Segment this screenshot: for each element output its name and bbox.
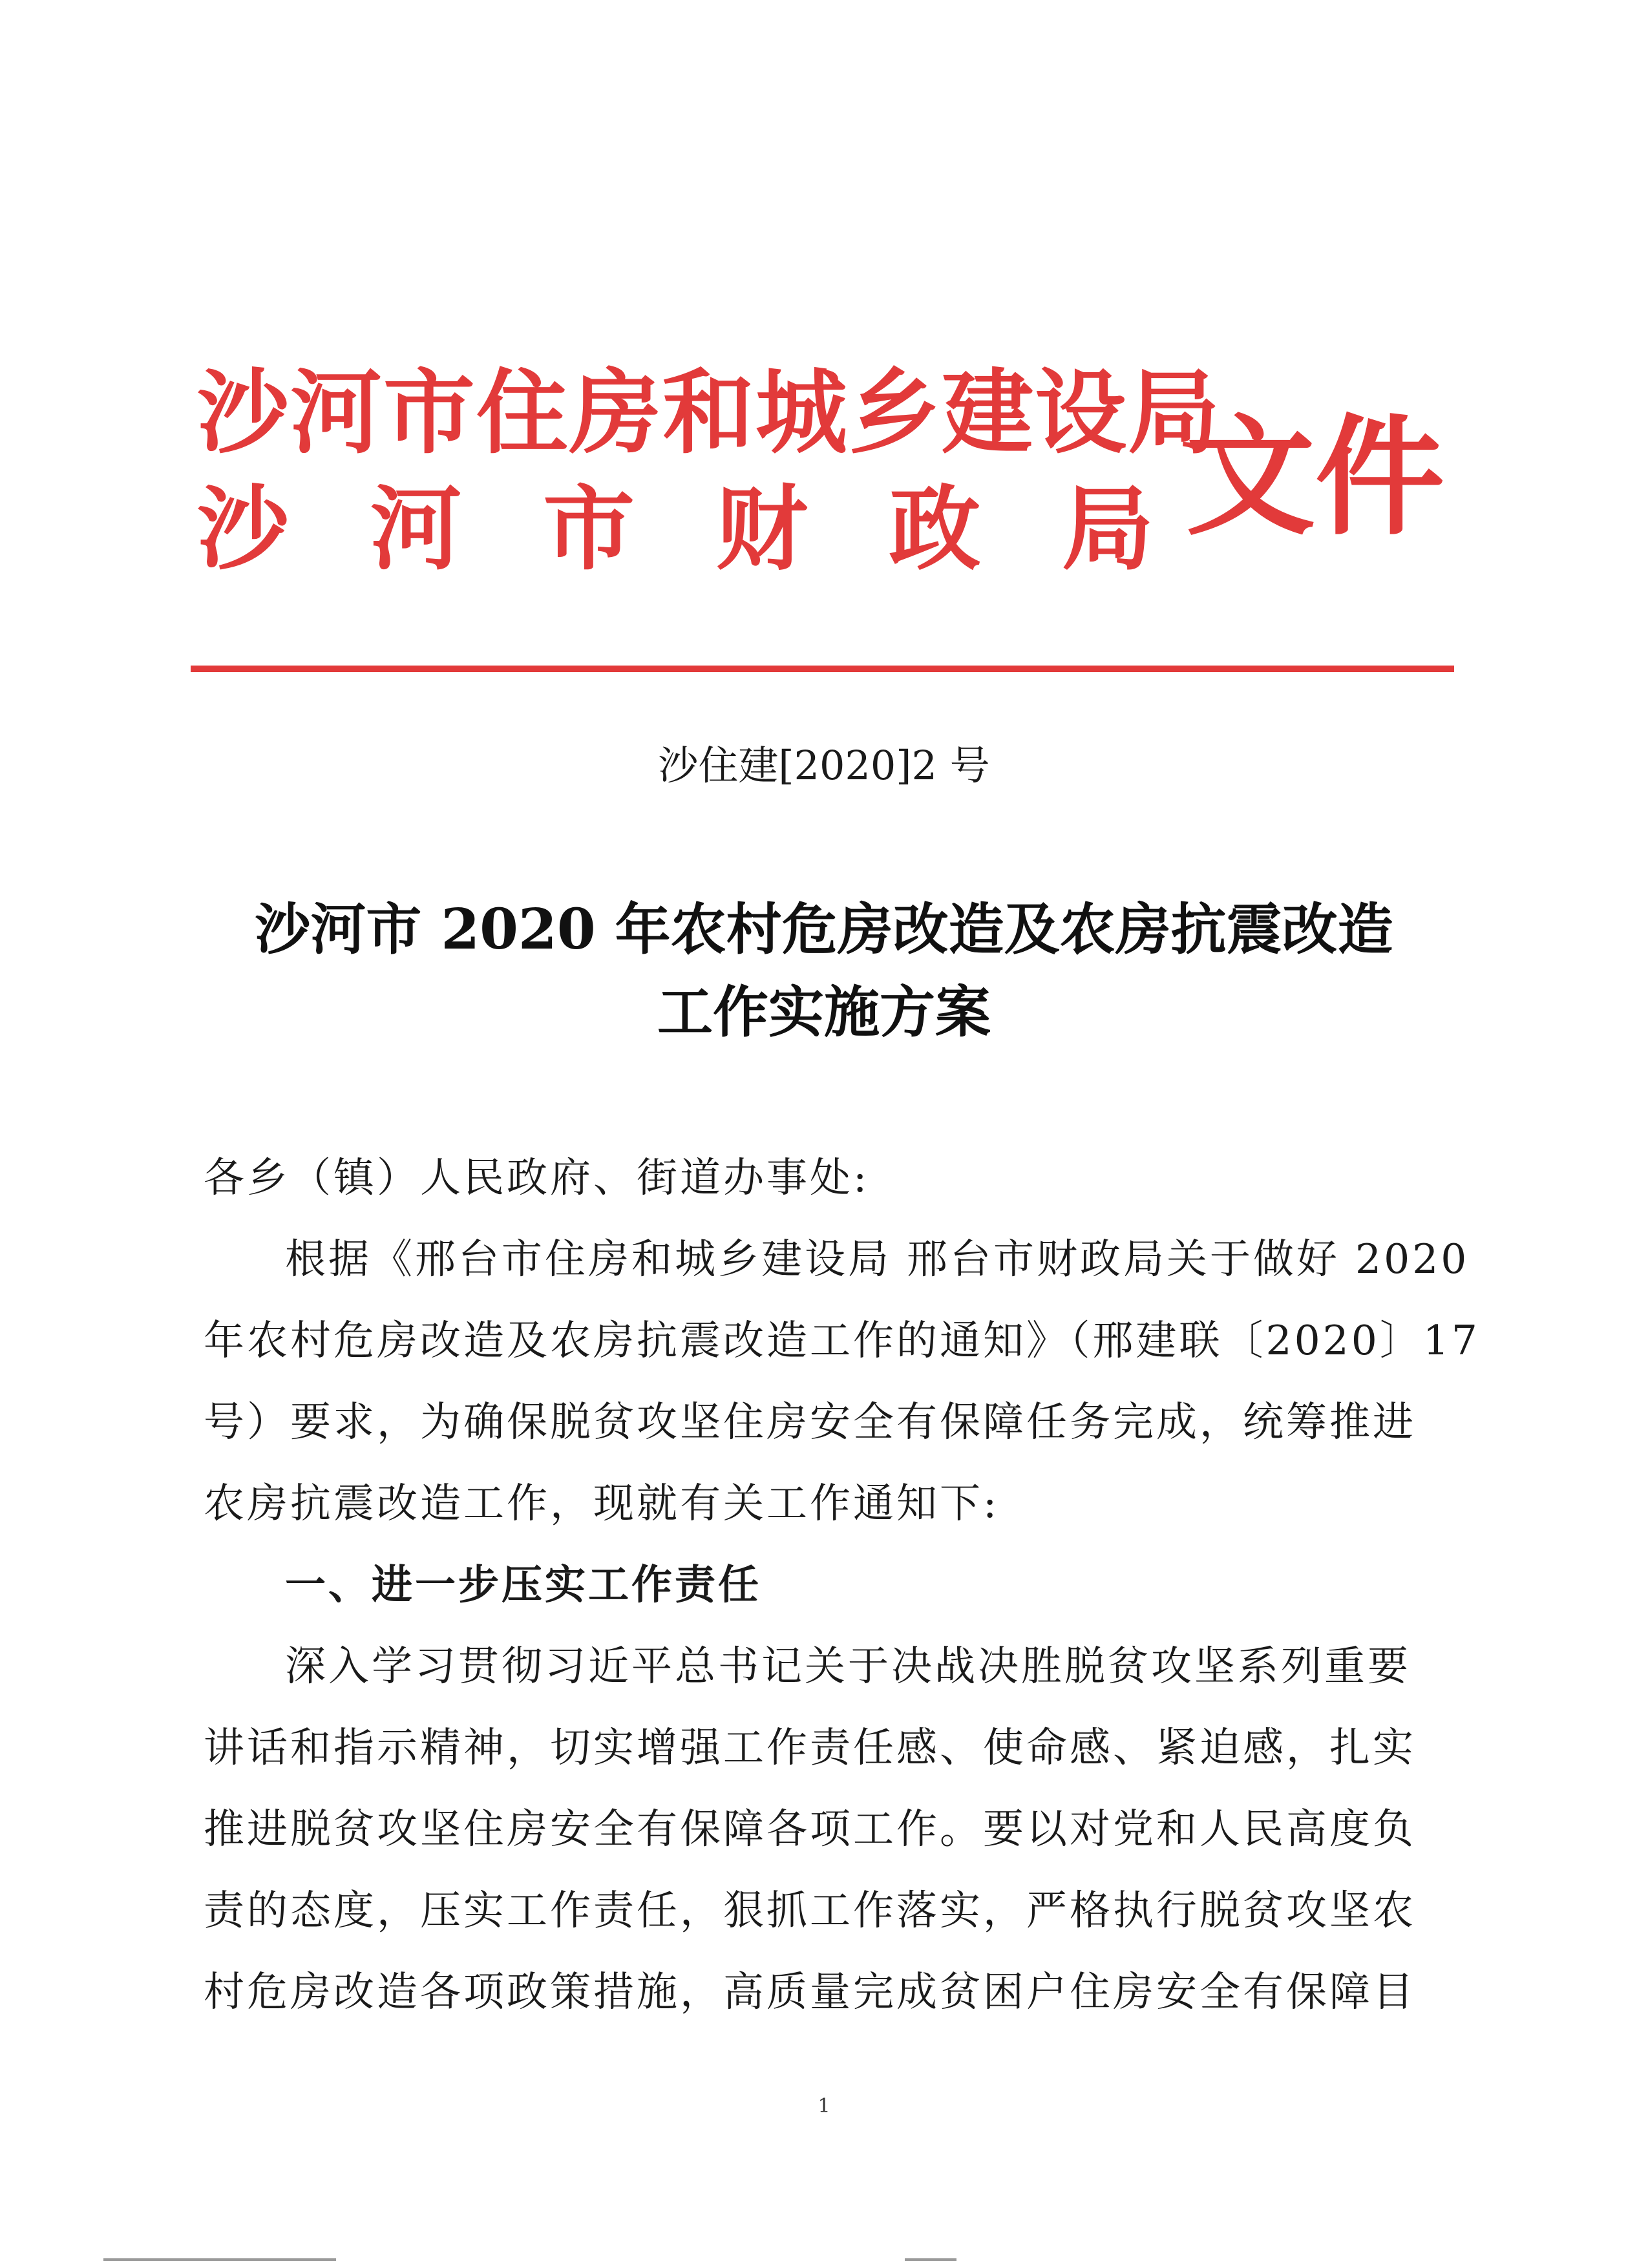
issuer-char: 财: [715, 476, 808, 583]
issuer-char: 河: [370, 476, 462, 583]
paragraph-line: 根据《邢台市住房和城乡建设局 邢台市财政局关于做好 2020: [285, 1235, 1470, 1283]
document-type-label: 文件: [1186, 403, 1445, 553]
issuer-char: 政: [889, 476, 981, 583]
paragraph-line: 村危房改造各项政策措施，高质量完成贫困户住房安全有保障目: [204, 1968, 1416, 2015]
document-body: [204, 1137, 1480, 2033]
salutation: 各乡（镇）人民政府、街道办事处:: [204, 1154, 870, 1201]
issuer-char: 沙: [197, 476, 289, 583]
document-title: [162, 888, 1486, 1054]
scan-artifact: [905, 2258, 956, 2261]
issuer-name-finance-bureau: [197, 475, 1154, 585]
title-line-2: 工作实施方案: [657, 980, 991, 1045]
paragraph-line: 年农村危房改造及农房抗震改造工作的通知》（邢建联〔2020〕17: [204, 1317, 1480, 1364]
letterhead-red-divider: [191, 666, 1454, 672]
paragraph-1: [204, 1219, 1480, 1544]
paragraph-line: 推进脱贫攻坚住房安全有保障各项工作。要以对党和人民高度负: [204, 1805, 1416, 1853]
section-heading-1: 一、进一步压实工作责任: [285, 1561, 761, 1608]
paragraph-line: 深入学习贯彻习近平总书记关于决战决胜脱贫攻坚系列重要: [285, 1643, 1411, 1690]
title-line-1: 沙河市 2020 年农村危房改造及农房抗震改造: [255, 897, 1393, 962]
paragraph-line: 讲话和指示精神，切实增强工作责任感、使命感、紧迫感，扎实: [204, 1724, 1416, 1771]
paragraph-line: 责的态度，压实工作责任，狠抓工作落实，严格执行脱贫攻坚农: [204, 1887, 1416, 1934]
document-number: 沙住建[2020]2 号: [658, 742, 990, 789]
issuer-char: 市: [543, 476, 635, 583]
paragraph-line: 农房抗震改造工作，现就有关工作通知下:: [204, 1480, 1000, 1527]
page-number: 1: [818, 2095, 830, 2117]
issuer-name-housing-bureau: 沙河市住房和城乡建设局: [197, 360, 1221, 467]
letterhead: [197, 359, 1464, 591]
paragraph-line: 号）要求，为确保脱贫攻坚住房安全有保障任务完成，统筹推进: [204, 1398, 1416, 1445]
issuer-char: 局: [1061, 476, 1154, 583]
scan-artifact: [103, 2258, 336, 2261]
paragraph-2: [204, 1626, 1454, 2033]
